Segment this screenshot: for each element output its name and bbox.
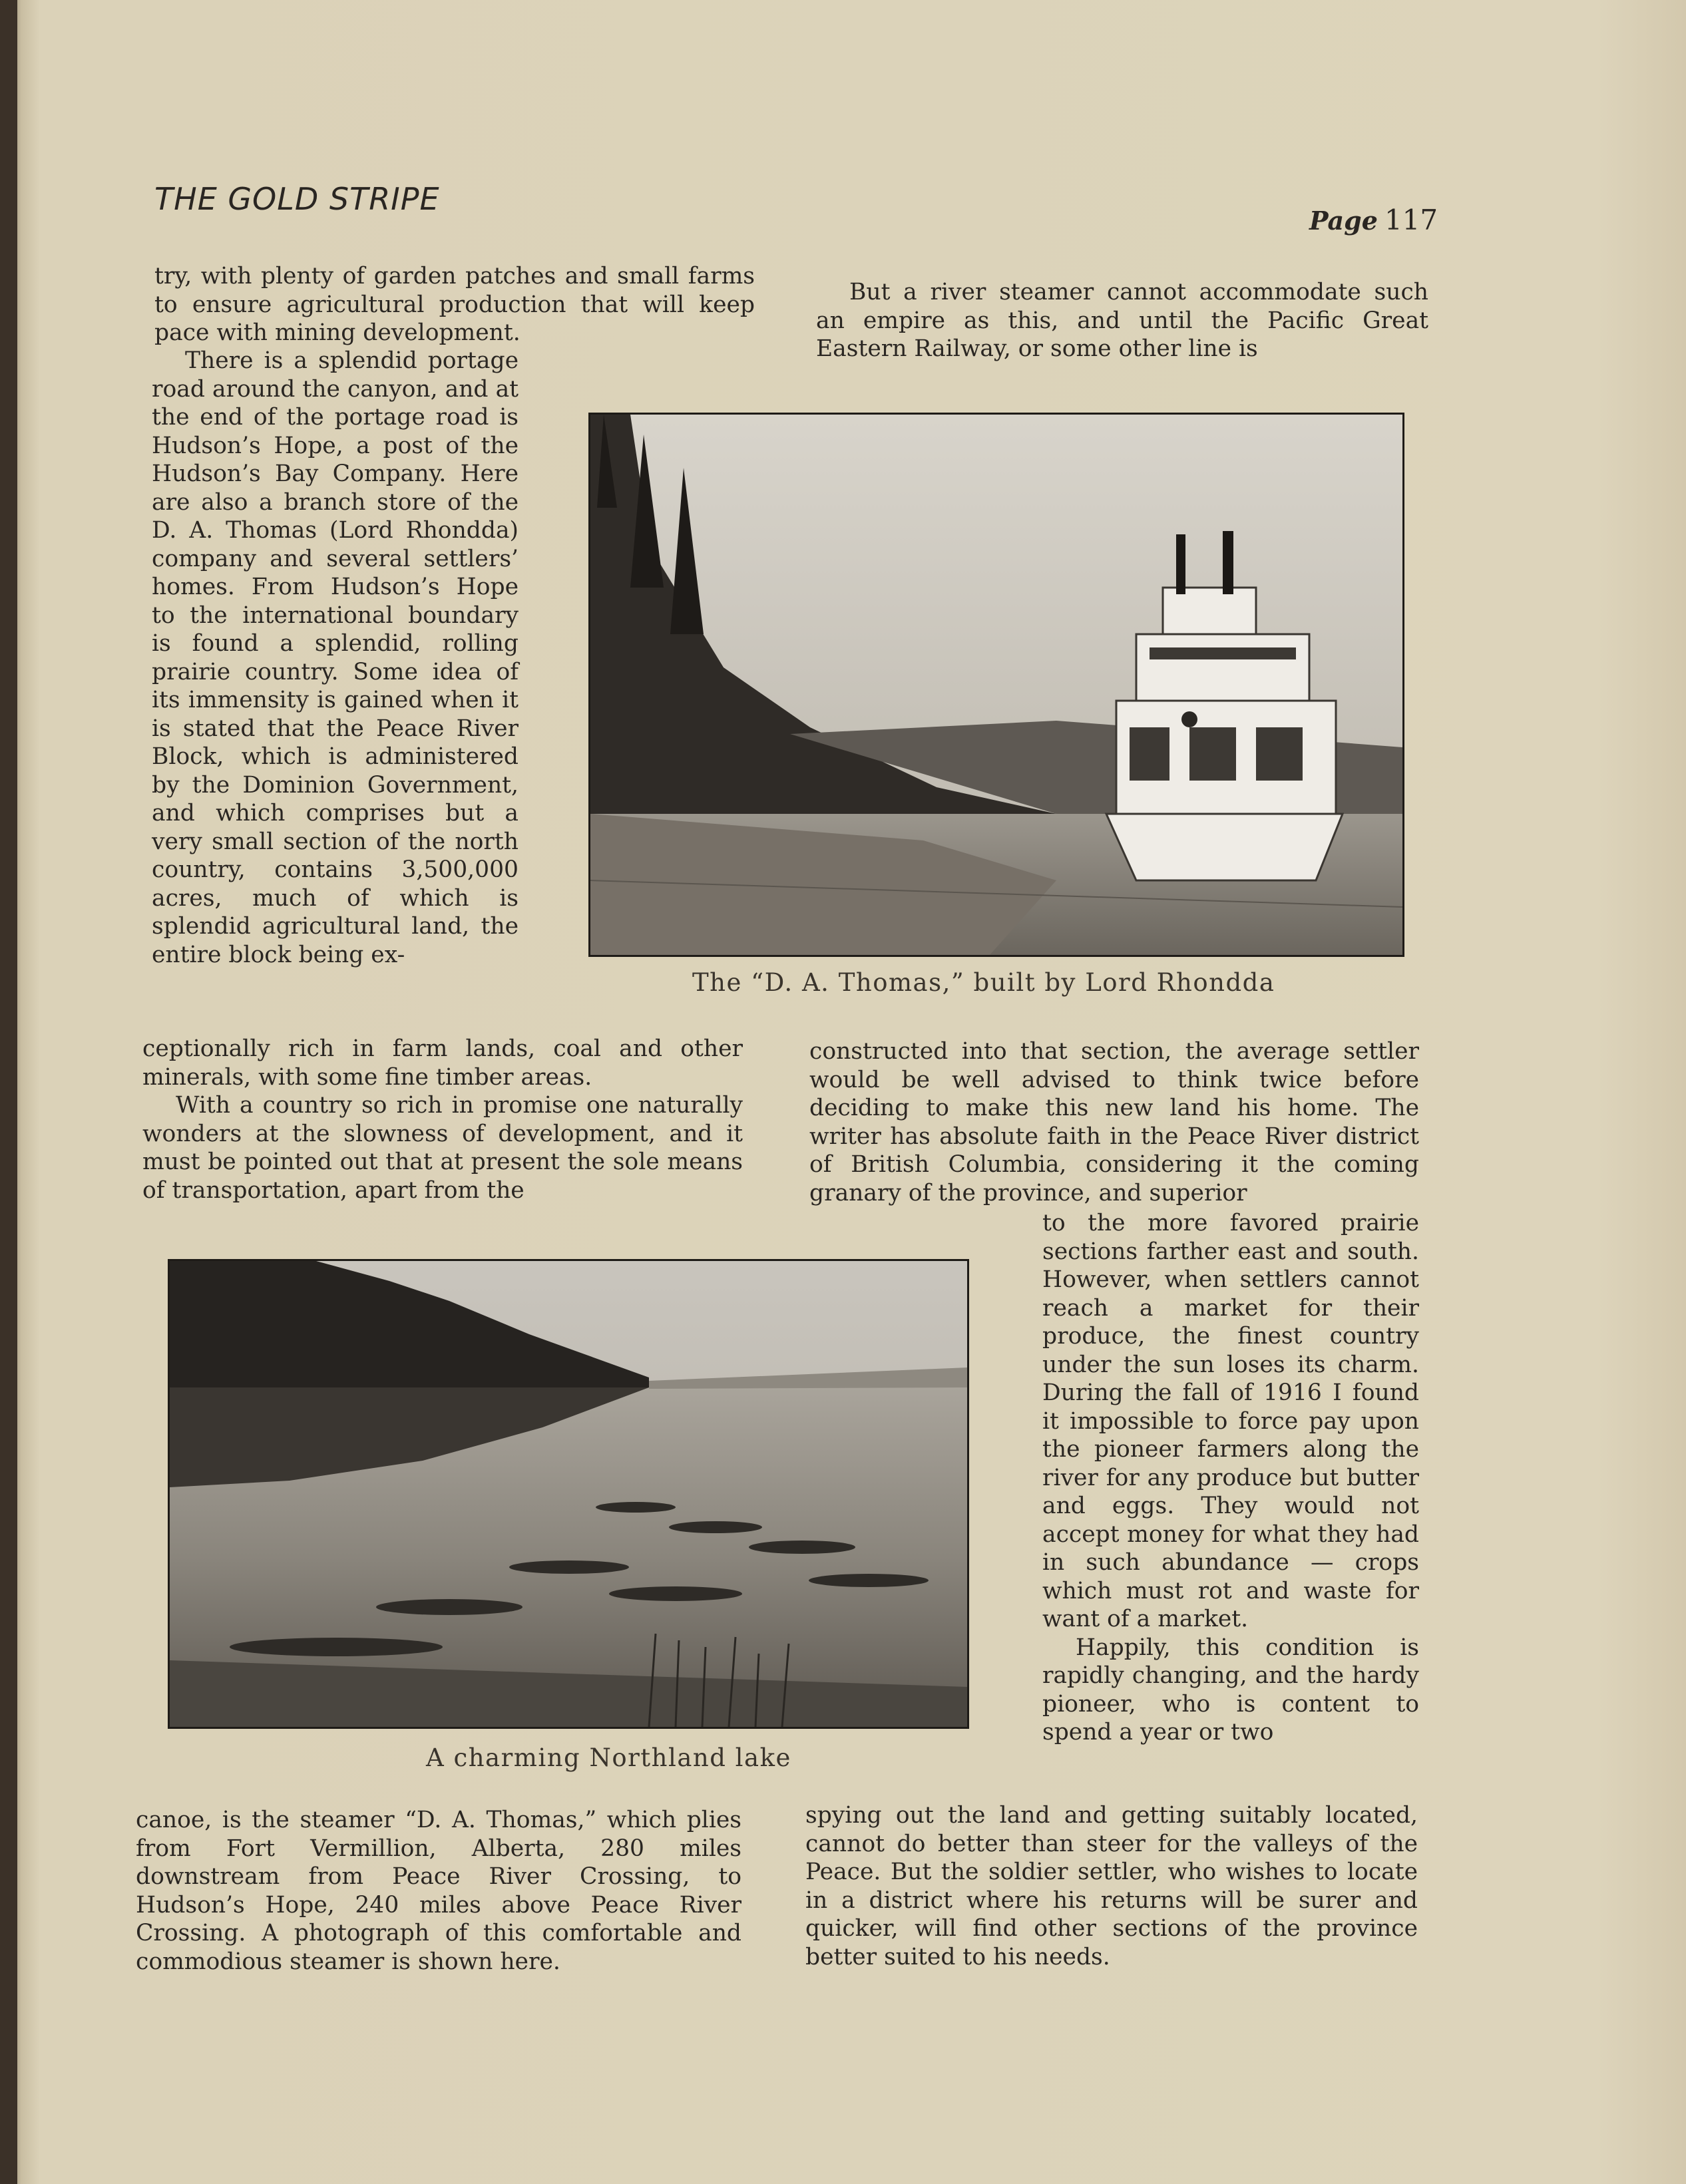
right-column-middle bbox=[809, 1037, 1419, 1207]
running-title: THE GOLD STRIPE bbox=[154, 181, 440, 217]
book-spine-shadow bbox=[0, 0, 17, 2184]
lake-caption: A charming Northland lake bbox=[426, 1743, 791, 1772]
right-paragraph-3: Happily, this condition is rapidly changing, and the hardy pioneer, who is content to spend a year or two bbox=[1042, 1634, 1419, 1745]
steamer-photo bbox=[588, 413, 1404, 957]
left-column-middle bbox=[142, 1035, 743, 1204]
lake-photo bbox=[168, 1259, 969, 1729]
left-paragraph-2-cont: ceptionally rich in farm lands, coal and other minerals, with some fine timber areas. bbox=[142, 1035, 743, 1091]
right-paragraph-3-cont: spying out the land and getting suitably located, cannot do better than steer for the valleys of the Peace. But the soldier settler, who wishes to locate in a district where his returns will be surer and quicker, will find other sections of the province better suited to his needs. bbox=[805, 1802, 1418, 1970]
left-column-top bbox=[154, 262, 755, 347]
left-column-bottom bbox=[136, 1806, 741, 1976]
page-number-value: 117 bbox=[1384, 204, 1438, 236]
steamer-caption: The “D. A. Thomas,” built by Lord Rhondda bbox=[692, 968, 1275, 997]
lake-photo-image bbox=[170, 1261, 967, 1727]
left-paragraph-4: canoe, is the steamer “D. A. Thomas,” which plies from Fort Vermillion, Alberta, 280 miles downstream from Peace River Crossing, to Hudson’s Hope, 240 miles above Peace River Crossing. A photograph of this comfortable and commodious steamer is shown here. bbox=[136, 1807, 741, 1975]
right-paragraph-2-cont: to the more favored prairie sections farther east and south. However, when settlers cannot reach a market for their produce, the finest country under the sun loses its charm. During the fall of 1916 I found it impossible to force pay upon the pioneer farmers along the river for any produce but butter and eggs. They would not accept money for what they had in such abundance — crops which must rot and waste for want of a market. bbox=[1042, 1210, 1419, 1632]
right-column-bottom bbox=[805, 1801, 1418, 1971]
page-number bbox=[1309, 204, 1438, 236]
page-label: Page bbox=[1309, 206, 1378, 236]
right-wrap-column bbox=[1042, 1209, 1419, 1747]
steamer-photo-image bbox=[590, 415, 1402, 955]
left-paragraph-2: There is a splendid portage road around the canyon, and at the end of the portage road is Hudson’s Hope, a post of the Hudson’s Bay Company. Here are also a branch store of the D. A. Thomas (Lord Rhondda) company and several settlers’ homes. From Hudson’s Hope to the international boundary is found a splendid, rolling prairie country. Some idea of its immensity is gained when it is stated that the Peace River Block, which is administered by the Dominion Government, and which comprises but a very small section of the north country, contains 3,500,000 acres, much of which is splendid agricultural land, the entire block being ex- bbox=[152, 347, 519, 968]
right-paragraph-1: But a river steamer cannot accommodate such an empire as this, and until the Pacific Great Eastern Railway, or some other line is bbox=[816, 279, 1428, 362]
right-column-top bbox=[816, 278, 1428, 363]
left-paragraph-1: try, with plenty of garden patches and small farms to ensure agricultural production that will keep pace with mining development. bbox=[154, 263, 755, 346]
left-wrap-column bbox=[152, 347, 519, 969]
right-paragraph-2: constructed into that section, the average settler would be well advised to think twice before deciding to make this new land his home. The writer has absolute faith in the Peace River district of British Columbia, considering it the coming granary of the province, and superior bbox=[809, 1038, 1419, 1206]
left-paragraph-3: With a country so rich in promise one naturally wonders at the slowness of development, and it must be pointed out that at present the sole means of transportation, apart from the bbox=[142, 1092, 743, 1204]
